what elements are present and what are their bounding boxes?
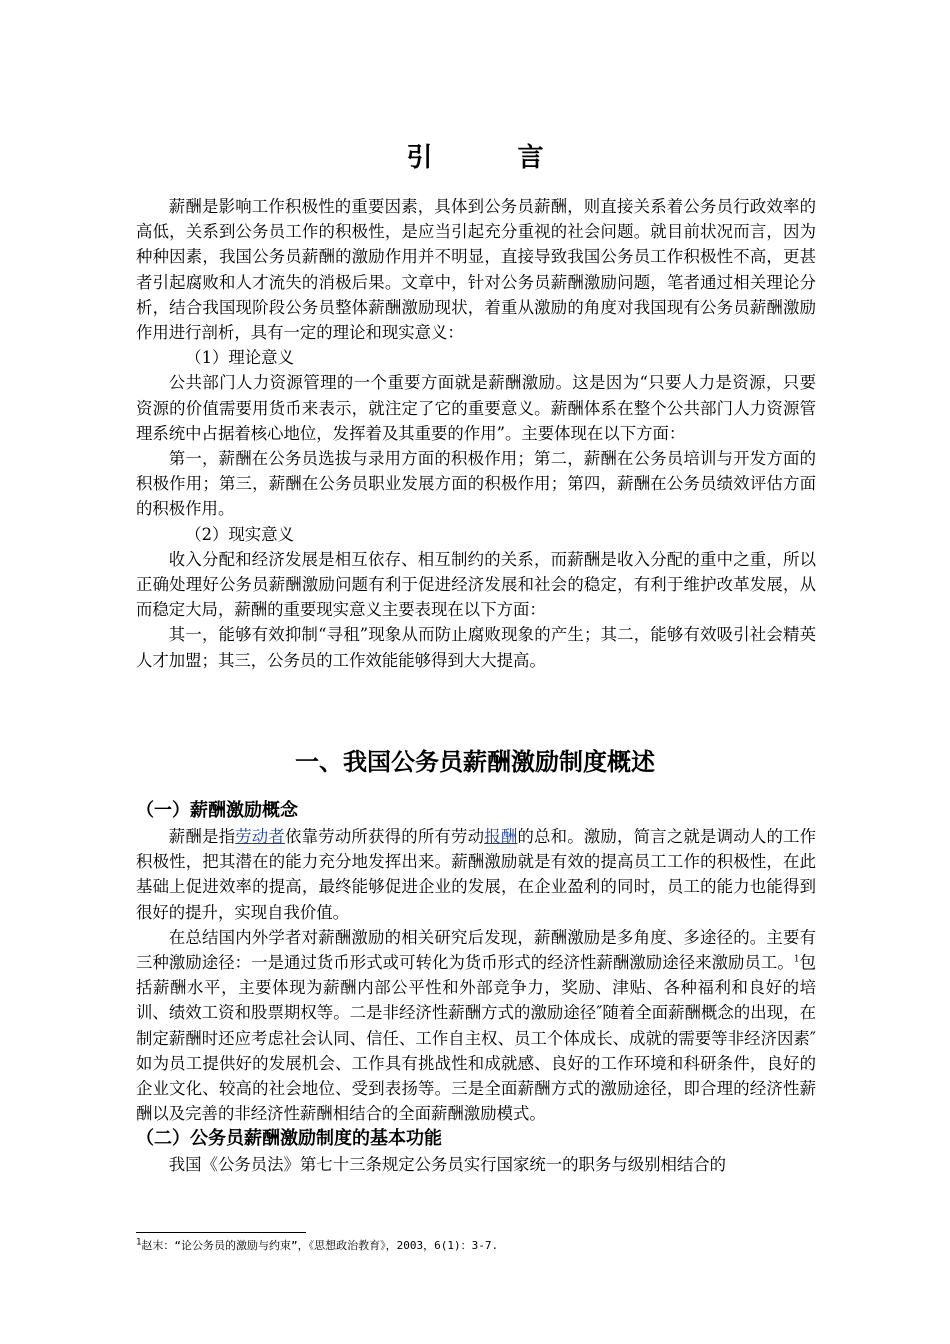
intro-subheading-theory: （1）理论意义: [185, 348, 294, 368]
footnote: [136, 1238, 816, 1254]
text-run: 在总结国内外学者对薪酬激励的相关研究后发现，薪酬激励是多角度、多途径的。主要有三种激励途径：一是通过货币形式或可转化为货币形式的经济性薪酬激励途径来激励员工。: [136, 927, 816, 973]
page-title: 引 言: [406, 143, 582, 173]
text-run: 的总和。激励，简言之就是调动人的工作积极性，把其潜在的能力充分地发挥出来。薪酬激励就是有效的提高员工工作的积极性，在此基础上促进效率的提高，最终能够促进企业的发展，在企业盈利的同时，员工的能力也能得到很好的提升，实现自我价值。: [136, 827, 817, 922]
section1-body: [136, 798, 816, 1178]
intro-paragraph-4: 收入分配和经济发展是相互依存、相互制约的关系，而薪酬是收入分配的重中之重，所以正确处理好公务员薪酬激励问题有利于促进经济发展和社会的稳定，有利于维护改革发展，从而稳定大局，薪酬的重要现实意义主要表现在以下方面：: [136, 549, 816, 620]
section-heading-1: 一、我国公务员薪酬激励制度概述: [295, 748, 655, 776]
text-run: 薪酬是指: [168, 827, 236, 846]
intro-subheading-practice: （2）现实意义: [185, 524, 294, 544]
link-remuneration[interactable]: 报酬: [484, 827, 518, 846]
text-run: 依靠劳动所获得的所有劳动: [285, 827, 485, 846]
intro-paragraph-5: 其一，能够有效抑制“寻租”现象从而防止腐败现象的产生；其二，能够有效吸引社会精英人才加盟；其三，公务员的工作效能能够得到大大提高。: [136, 625, 816, 670]
section1-paragraph-2: [136, 925, 816, 1127]
footnote-mark: 1: [136, 1237, 142, 1248]
footnote-reference[interactable]: 1: [793, 954, 800, 965]
intro-section: [136, 194, 816, 673]
footnote-text: 赵末：“论公务员的激励与约束”，《思想政治教育》，2003，6(1)：3-7.: [141, 1239, 499, 1252]
section1-paragraph-3: 我国《公务员法》第七十三条规定公务员实行国家统一的职务与级别相结合的: [168, 1155, 727, 1175]
section1-paragraph-1: [136, 824, 816, 925]
link-laborer[interactable]: 劳动者: [235, 827, 286, 846]
footnote-divider: [136, 1232, 306, 1233]
intro-paragraph-1: 薪酬是影响工作积极性的重要因素，具体到公务员薪酬，则直接关系着公务员行政效率的高低，关系到公务员工作的积极性，是应当引起充分重视的社会问题。就目前状况而言，因为种种因素，我国公务员薪酬的激励作用并不明显，直接导致我国公务员工作积极性不高，更甚者引起腐败和人才流失的消极后果。文章中，针对公务员薪酬激励问题，笔者通过相关理论分析，结合我国现阶段公务员整体薪酬激励现状，着重从激励的角度对我国现有公务员薪酬激励作用进行剖析，具有一定的理论和现实意义：: [136, 197, 816, 343]
text-run: 包括薪酬水平，主要体现为薪酬内部公平性和外部竞争力，奖励、津贴、各种福利和良好的培训、绩效工资和股票期权等。二是非经济性薪酬方式的激励途径″随着全面薪酬概念的出现，在制定薪酬时还应考虑社会认同、信任、工作自主权、员工个体成长、成就的需要等非经济因素″如为员工提供好的发展机会、工作具有挑战性和成就感、良好的工作环境和科研条件，良好的企业文化、较高的社会地位、受到表扬等。三是全面薪酬方式的激励途径，即合理的经济性薪酬以及完善的非经济性薪酬相结合的全面薪酬激励模式。: [136, 953, 817, 1124]
subsection-heading-1: （一）薪酬激励概念: [136, 800, 298, 821]
intro-paragraph-2: 公共部门人力资源管理的一个重要方面就是薪酬激励。这是因为“只要人力是资源，只要资源的价值需要用货币来表示，就注定了它的重要意义。薪酬体系在整个公共部门人力资源管理系统中占据着核心地位，发挥着及其重要的作用”。主要体现在以下方面：: [136, 373, 816, 443]
subsection-heading-2: （二）公务员薪酬激励制度的基本功能: [136, 1128, 442, 1150]
intro-paragraph-3: 第一，薪酬在公务员选拔与录用方面的积极作用；第二，薪酬在公务员培训与开发方面的积极作用；第三，薪酬在公务员职业发展方面的积极作用；第四，薪酬在公务员绩效评估方面的积极作用。: [136, 449, 816, 519]
